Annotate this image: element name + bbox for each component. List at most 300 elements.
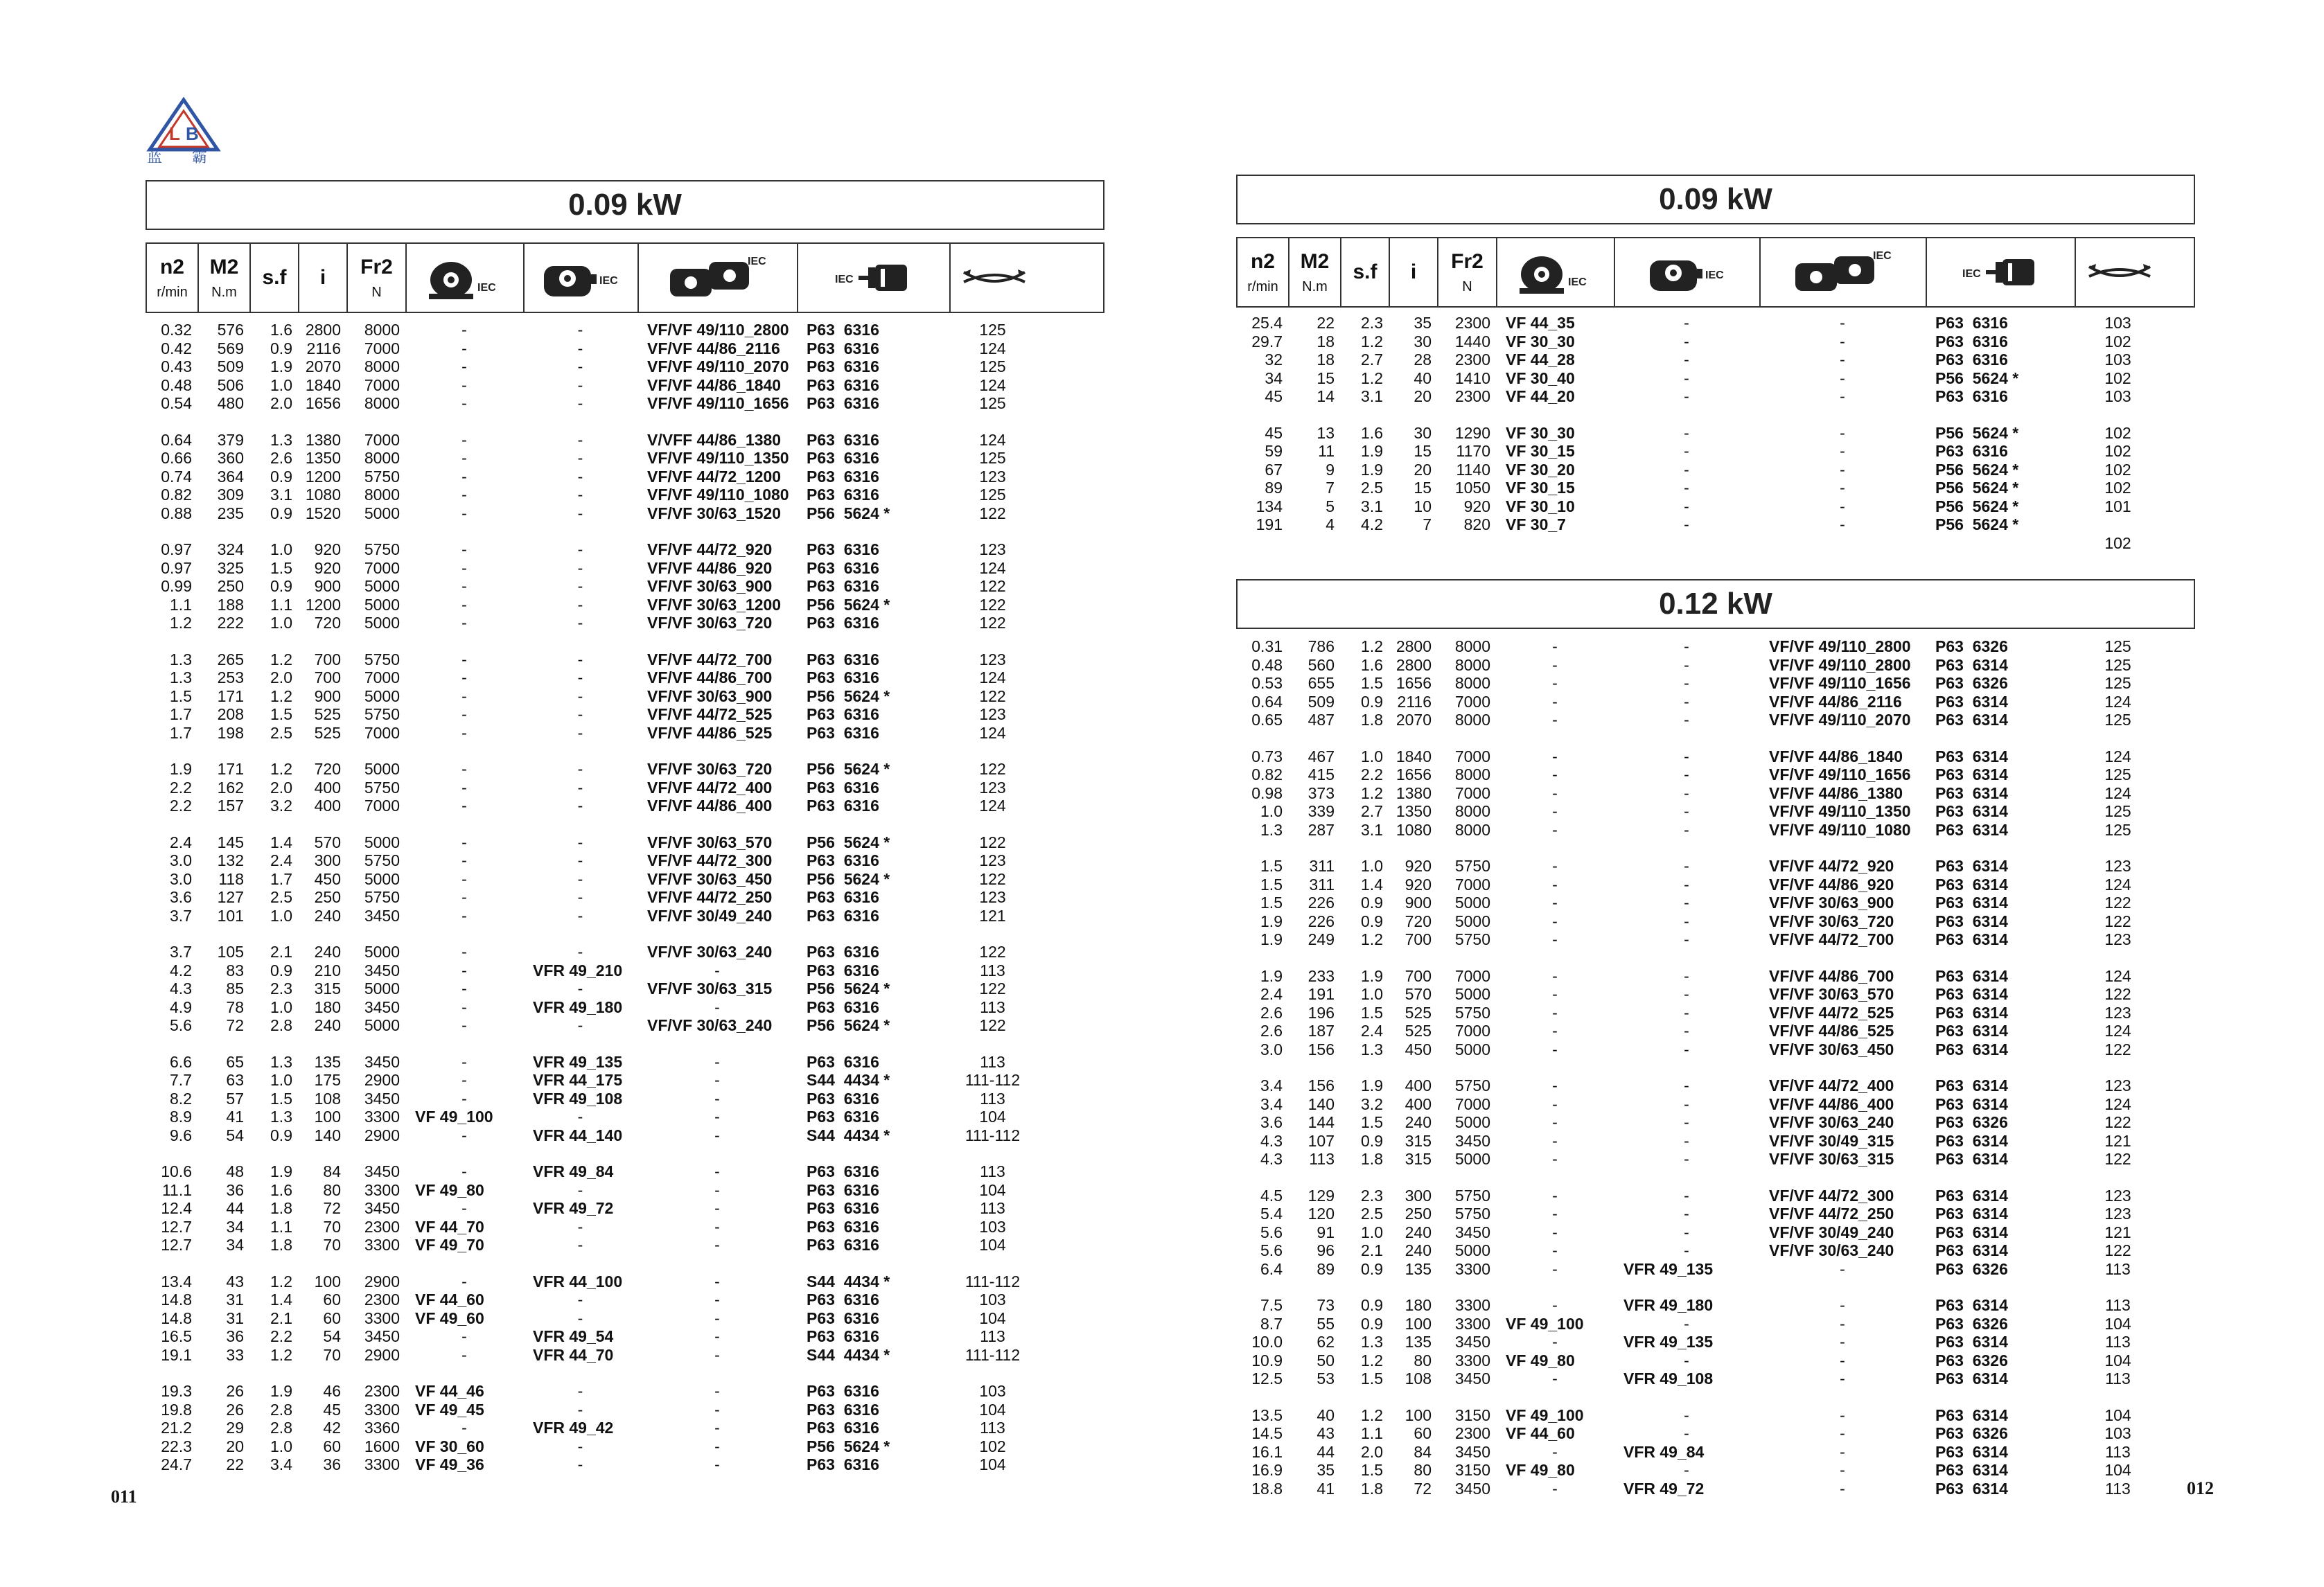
table-cell-col-model-c: VF/VF 44/86_1840 [1769,747,1903,765]
table-cell-col-m2: 132 [217,851,244,869]
table-cell-col-m2: 36 [226,1180,244,1199]
table-cell-col-model-a: VF 44_20 [1506,387,1575,405]
table-cell-col-sf: 1.0 [270,540,292,558]
table-cell-col-model-b: - [1684,1113,1689,1131]
table-cell-col-model-c: - [714,961,720,979]
table-cell-col-i: 70 [323,1236,341,1254]
svg-text:IEC: IEC [1873,250,1892,262]
table-cell-col-i: 400 [314,778,341,797]
table-cell-col-i: 570 [1405,985,1432,1003]
table-cell-col-fr2: 3450 [364,1052,400,1071]
table-cell-col-i: 20 [1414,387,1432,405]
table-cell-col-fr2: 5750 [364,888,400,906]
table-cell-col-model-a: - [1552,894,1558,912]
table-cell-col-sf: 1.0 [1361,1223,1383,1241]
table-cell-col-model-c: - [1840,1259,1845,1278]
table-cell-col-motor: P63 6316 [807,540,879,558]
table-cell-col-sf: 2.6 [270,449,292,467]
table-cell-col-m2: 569 [217,339,244,357]
table-cell-col-m2: 309 [217,486,244,504]
table-cell-col-motor: P63 6316 [807,705,879,723]
table-cell-col-sf: 1.2 [270,650,292,668]
table-cell-col-sf: 1.3 [270,1108,292,1126]
table-cell-col-fr2: 3450 [364,1162,400,1180]
table-cell-col-i: 1520 [305,504,341,522]
table-cell-col-model-b: - [1684,442,1689,460]
table-cell-col-page: 122 [979,943,1006,961]
table-cell-col-sf: 1.7 [270,869,292,888]
table-cell-col-n2: 2.4 [1260,985,1283,1003]
table-cell-col-sf: 2.0 [270,668,292,686]
table-cell-col-n2: 2.4 [170,833,192,851]
table-cell-col-motor: P63 6314 [1935,1094,2008,1113]
table-cell-col-model-b: - [577,1437,583,1455]
group-gap [146,1254,1036,1273]
table-cell-col-model-c: VF/VF 30/63_450 [1769,1040,1894,1058]
header-col-n2 [1238,238,1289,306]
table-cell-col-i: 175 [314,1071,341,1089]
table-cell-col-n2: 59 [1265,442,1283,460]
table-cell-col-model-a: - [461,1327,467,1345]
table-cell-col-fr2: 2900 [364,1126,400,1144]
table-cell-col-model-a: - [461,504,467,522]
table-cell-col-i: 920 [1405,857,1432,875]
table-cell-col-model-a: - [1552,820,1558,839]
table-cell-col-page: 121 [2104,1131,2131,1150]
table-cell-col-n2: 14.5 [1251,1424,1283,1442]
table-cell-col-i: 525 [1405,1003,1432,1022]
table-cell-col-fr2: 8000 [364,321,400,339]
table-cell-col-page: 113 [2105,1369,2131,1387]
table-cell-col-n2: 9.6 [170,1126,192,1144]
table-cell-col-m2: 145 [217,833,244,851]
table-cell-col-page: 111-112 [965,1272,1021,1291]
table-cell-col-fr2: 5000 [1454,912,1490,930]
group-gap [146,925,1036,943]
table-cell-col-n2: 14.8 [161,1291,192,1309]
table-cell-col-n2: 0.64 [161,430,192,449]
table-cell-col-fr2: 1410 [1454,369,1490,387]
table-cell-col-model-c: VF/VF 30/63_900 [647,577,773,595]
table-cell-col-sf: 2.8 [270,1419,292,1437]
table-cell-col-model-b: VFR 49_180 [1623,1296,1714,1314]
table-cell-col-m2: 91 [1317,1223,1335,1241]
table-cell-col-page: 122 [979,869,1006,888]
table-cell-col-page: 124 [2104,783,2131,802]
table-cell-col-n2: 13.5 [1251,1406,1283,1424]
table-cell-col-model-b: - [577,705,583,723]
table-cell-col-page: 123 [2104,1076,2131,1094]
table-cell-col-motor: P63 6314 [1935,1040,2008,1058]
table-cell-col-sf: 1.8 [1361,711,1383,729]
header-col-motor [798,244,951,312]
table-cell-col-fr2: 7000 [1454,966,1490,985]
table-cell-col-page: 124 [2104,747,2131,765]
table-cell-col-model-b: VFR 49_135 [1623,1259,1714,1278]
power-title-1: 0.09 kW [1236,175,2195,224]
header-label: s.f [1353,260,1377,283]
table-cell-col-i: 2800 [1396,637,1432,655]
table-cell-col-m2: 487 [1308,711,1335,729]
table-cell-col-sf: 0.9 [1361,692,1383,711]
table-cell-col-page: 122 [2104,912,2131,930]
table-cell-col-page: 122 [2104,1040,2131,1058]
table-cell-col-model-a: - [1552,637,1558,655]
table-cell-col-model-b: VFR 49_54 [533,1327,614,1345]
page-number: 012 [2187,1478,2214,1498]
table-cell-col-i: 920 [314,558,341,577]
group-gap [1236,729,2161,747]
table-cell-col-n2: 0.97 [161,558,192,577]
table-cell-col-sf: 1.8 [1361,1150,1383,1168]
table-cell-col-motor: P63 6316 [807,449,879,467]
table-cell-col-sf: 0.9 [1361,1314,1383,1333]
table-cell-col-n2: 2.6 [1260,1022,1283,1040]
double-gear-unit-iec-icon [1791,248,1895,296]
svg-text:IEC: IEC [599,275,618,287]
table-cell-col-n2: 11.1 [161,1180,192,1199]
table-cell-col-i: 42 [323,1419,341,1437]
table-cell-col-model-c: - [714,1437,720,1455]
table-cell-col-model-b: - [1684,1150,1689,1168]
table-cell-col-m2: 655 [1308,674,1335,692]
table-cell-col-model-b: VFR 49_42 [533,1419,614,1437]
table-cell-col-motor: P63 6314 [1935,1296,2008,1314]
table-cell-col-n2: 19.3 [161,1382,192,1400]
table-cell-col-page: 104 [2104,1314,2131,1333]
table-cell-col-sf: 1.2 [1361,930,1383,948]
table-cell-col-model-a: VF 49_80 [1506,1351,1575,1369]
table-cell-col-i: 240 [1405,1241,1432,1259]
table-cell-col-fr2: 5750 [364,778,400,797]
table-cell-col-fr2: 3450 [364,906,400,925]
table-cell-col-page: 104 [979,1180,1006,1199]
table-cell-col-page: 124 [979,339,1006,357]
table-cell-col-i: 80 [1414,1351,1432,1369]
iec-motor-flange-icon [832,254,915,302]
table-cell-col-motor: P63 6316 [807,577,879,595]
table-cell-col-fr2: 2300 [364,1291,400,1309]
table-cell-col-m2: 5 [1326,497,1335,515]
table-cell-col-m2: 226 [1308,894,1335,912]
table-cell-col-model-b [1614,534,1759,553]
table-cell-col-m2: 4 [1326,515,1335,533]
table-cell-col-model-a: VF 30_10 [1506,497,1575,515]
table-cell-col-model-b: - [577,558,583,577]
table-cell-col-model-c: - [1840,497,1845,515]
table-cell-col-n2: 7.5 [1260,1296,1283,1314]
table-cell-col-i: 10 [1414,497,1432,515]
table-cell-col-model-b: VFR 44_100 [533,1272,623,1291]
table-cell-col-model-a [1496,534,1614,553]
table-cell-col-n2: 12.7 [161,1217,192,1236]
table-cell-col-sf: 1.9 [270,1162,292,1180]
table-cell-col-m2: 156 [1308,1076,1335,1094]
table-cell-col-n2: 1.9 [1260,912,1283,930]
table-cell-col-model-b: VFR 44_140 [533,1126,623,1144]
table-cell-col-i: 240 [314,1016,341,1034]
table-cell-col-page: 123 [2104,1205,2131,1223]
table-cell-col-model-a: - [461,760,467,778]
table-cell-col-n2: 7.7 [170,1071,192,1089]
header-label: M2 [209,255,239,278]
table-cell-col-n2: 8.9 [170,1108,192,1126]
table-cell-col-model-b: VFR 44_175 [533,1071,623,1089]
table-cell-col-i: 700 [1405,966,1432,985]
table-cell-col-page: 123 [2104,1003,2131,1022]
table-cell-col-motor: P63 6316 [807,888,879,906]
table-cell-col-model-b: - [577,339,583,357]
table-cell-col-i: 70 [323,1345,341,1364]
header-col-model-b [525,244,639,312]
table-cell-col-sf: 0.9 [1361,1259,1383,1278]
table-cell-col-sf: 2.1 [270,1309,292,1327]
table-cell-col-motor: P63 6314 [1935,1131,2008,1150]
table-cell-col-motor: P63 6314 [1935,930,2008,948]
table-cell-col-n2: 21.2 [161,1419,192,1437]
table-cell-col-model-c: - [1840,1424,1845,1442]
table-cell-col-n2: 0.43 [161,357,192,375]
header-col-sf [1341,238,1390,306]
table-cell-col-fr2: 3300 [1454,1259,1490,1278]
table-cell-col-model-b: - [577,1016,583,1034]
table-cell-col-page: 103 [2104,314,2131,332]
table-cell-col-n2: 191 [1256,515,1283,533]
table-cell-col-model-b: - [577,577,583,595]
table-cell-col-page: 111-112 [965,1345,1021,1364]
table-cell-col-n2: 19.1 [161,1345,192,1364]
table-cell-col-model-b: - [577,833,583,851]
table-cell-col-fr2: 2300 [1454,314,1490,332]
table-cell-col-page: 103 [2104,387,2131,405]
table-cell-col-sf: 1.3 [1361,1040,1383,1058]
table-cell-col-sf: 1.2 [270,760,292,778]
table-cell-col-model-a: - [461,906,467,925]
table-cell-col-model-c: VF/VF 44/72_300 [1769,1186,1894,1205]
table-cell-col-motor: P63 6314 [1935,1461,2008,1479]
table-cell-col-n2: 34 [1265,369,1283,387]
table-cell-col-sf: 0.9 [1361,1131,1383,1150]
page-number: 011 [111,1487,137,1507]
table-cell-col-motor: P63 6316 [807,1419,879,1437]
table-cell-col-page: 102 [2104,442,2131,460]
table-cell-col-model-b: - [577,1400,583,1419]
table-cell-col-n2: 0.31 [1251,637,1283,655]
gear-unit-side-iec-icon [1646,248,1729,296]
table-cell-col-model-a: - [461,705,467,723]
table-cell-col-model-b: - [1684,1076,1689,1094]
table-cell-col-model-a: VF 44_60 [415,1291,484,1309]
table-cell-col-n2: 0.48 [1251,655,1283,674]
table-cell-col-model-c: - [714,1052,720,1071]
table-cell-col-i: 100 [314,1272,341,1291]
table-cell-col-i: 900 [314,686,341,705]
table-cell-col-model-c: VF/VF 44/72_920 [647,540,773,558]
table-cell-col-fr2: 7000 [364,723,400,742]
table-cell-col-n2: 1.3 [170,650,192,668]
table-cell-col-model-c: - [1840,423,1845,442]
table-cell-col-sf: 3.1 [1361,497,1383,515]
group-gap [1236,1278,2161,1296]
table-cell-col-model-c: VF/VF 49/110_1080 [647,486,789,504]
group-gap [146,1144,1036,1162]
table-cell-col-m2: 9 [1326,460,1335,479]
table-cell-col-motor: P63 6326 [1935,674,2008,692]
table-cell-col-model-c: VF/VF 44/86_525 [647,723,773,742]
table-cell-col-page: 123 [2104,857,2131,875]
table-cell-col-fr2: 5000 [364,833,400,851]
table-cell-col-sf: 2.3 [270,979,292,998]
table-cell-col-motor: P63 6314 [1935,1022,2008,1040]
table-cell-col-sf: 1.3 [1361,1333,1383,1351]
table-cell-col-i: 1350 [305,449,341,467]
table-cell-col-i [1389,534,1437,553]
table-cell-col-model-b: - [1684,1241,1689,1259]
table-cell-col-model-b: - [1684,655,1689,674]
right-page [1174,0,2324,1587]
header-col-m2 [199,244,251,312]
table-cell-col-model-b: - [1684,857,1689,875]
table-cell-col-model-b: - [577,1180,583,1199]
table-cell-col-motor: P63 6316 [807,394,879,412]
table-cell-col-fr2: 7000 [364,339,400,357]
table-cell-col-model-a: - [1552,1150,1558,1168]
table-cell-col-model-a: - [1552,1241,1558,1259]
table-cell-col-sf: 1.4 [270,1291,292,1309]
table-cell-col-model-a: - [1552,1040,1558,1058]
table-cell-col-n2: 29.7 [1251,332,1283,351]
table-cell-col-page: 122 [979,614,1006,632]
group-gap [1236,406,2161,424]
table-cell-col-page: 123 [979,540,1006,558]
table-cell-col-fr2: 3300 [1454,1351,1490,1369]
table-cell-col-model-a: VF 44_28 [1506,351,1575,369]
table-cell-col-m2: 22 [226,1455,244,1473]
table-cell-col-i: 720 [314,760,341,778]
table-cell-col-sf: 1.9 [270,1382,292,1400]
table-cell-col-fr2 [1437,534,1496,553]
table-cell-col-page: 102 [979,1437,1006,1455]
table-cell-col-fr2: 7000 [1454,747,1490,765]
table-cell-col-model-a: - [461,394,467,412]
table-cell-col-model-c: VF/VF 49/110_2800 [1769,637,1911,655]
table-cell-col-page: 123 [979,888,1006,906]
table-cell-col-model-b: VFR 49_84 [1623,1442,1705,1461]
table-cell-col-i: 30 [1414,423,1432,442]
table-cell-col-n2: 1.5 [1260,875,1283,894]
table-cell-col-m2: 50 [1317,1351,1335,1369]
table-cell-col-fr2: 3450 [364,1089,400,1108]
table-cell-col-model-a: - [461,1162,467,1180]
table-cell-col-model-c: VF/VF 44/86_2116 [1769,692,1902,711]
table-cell-col-sf: 2.1 [270,943,292,961]
table-cell-col-i: 108 [1405,1369,1432,1387]
header-unit: N.m [211,284,237,300]
table-cell-col-model-a: - [1552,692,1558,711]
table-cell-col-m2: 14 [1317,387,1335,405]
table-cell-col-model-a: - [461,577,467,595]
table-cell-col-sf: 0.9 [1361,1296,1383,1314]
table-cell-col-m2: 364 [217,467,244,486]
table-cell-col-model-c: - [1840,1461,1845,1479]
header-label: n2 [1250,249,1275,273]
table-cell-col-model-b: - [1684,966,1689,985]
table-cell-col-i: 1840 [305,375,341,394]
table-cell-col-model-b: VFR 49_84 [533,1162,614,1180]
table-cell-col-i: 1200 [305,467,341,486]
table-cell-col-model-c: - [1840,387,1845,405]
table-cell-col-n2: 5.6 [1260,1223,1283,1241]
table-cell-col-model-a: - [461,650,467,668]
table-cell-col-model-c: - [714,1455,720,1473]
table-cell-col-page: 113 [980,1199,1005,1217]
table-cell-col-motor: P63 6326 [1935,637,2008,655]
table-cell-col-model-c: - [714,1272,720,1291]
table-cell-col-model-b: - [1684,1186,1689,1205]
table-cell-col-m2: 360 [217,449,244,467]
table-cell-col-n2: 1.2 [170,614,192,632]
table-cell-col-sf: 1.9 [1361,966,1383,985]
group-gap [146,1364,1036,1382]
table-cell-col-model-c: VF/VF 44/86_1380 [1769,783,1903,802]
table-cell-col-sf: 1.5 [270,1089,292,1108]
table-cell-col-model-b: - [577,504,583,522]
table-cell-col-model-c: VF/VF 30/63_570 [1769,985,1894,1003]
svg-text:IEC: IEC [477,282,496,294]
table-cell-col-sf: 0.9 [1361,894,1383,912]
table-cell-col-model-a: - [461,998,467,1016]
table-cell-col-m2: 22 [1317,314,1335,332]
table-cell-col-motor: P63 6316 [807,650,879,668]
table-cell-col-page: 123 [979,705,1006,723]
table-cell-col-model-c: VF/VF 30/63_720 [647,614,773,632]
table-cell-col-sf: 1.4 [270,833,292,851]
table-cell-col-i: 100 [1405,1314,1432,1333]
header-unit: N [1462,278,1472,294]
table-cell-col-motor: P63 6314 [1935,985,2008,1003]
table-cell-col-sf: 1.9 [1361,1076,1383,1094]
table-cell-col-n2: 5.4 [1260,1205,1283,1223]
table-cell-col-m2: 188 [217,595,244,614]
table-cell-col-page: 104 [979,1108,1006,1126]
table-cell-col-model-a: - [1552,655,1558,674]
table-cell-col-n2: 6.6 [170,1052,192,1071]
left-page [0,0,1150,1587]
table-cell-col-m2: 107 [1308,1131,1335,1150]
table-cell-col-sf: 1.0 [1361,857,1383,875]
table-cell-col-page: 113 [980,1052,1005,1071]
table-cell-col-model-c: VF/VF 49/110_1080 [1769,820,1911,839]
table-cell-col-motor: P63 6316 [807,339,879,357]
table-cell-col-model-c: - [1840,460,1845,479]
table-cell-col-m2: 325 [217,558,244,577]
table-cell-col-i: 300 [1405,1186,1432,1205]
table-cell-col-motor: P63 6314 [1935,912,2008,930]
table-cell-col-page: 122 [979,686,1006,705]
table-cell-col-m2: 96 [1317,1241,1335,1259]
table-cell-col-n2: 0.42 [161,339,192,357]
table-cell-col-fr2: 7000 [1454,692,1490,711]
header-label: i [319,266,326,289]
table-cell-col-model-a: - [461,943,467,961]
table-cell-col-n2: 3.0 [170,869,192,888]
group-gap [1236,839,2161,857]
table-cell-col-motor: P63 6326 [1935,1424,2008,1442]
table-cell-col-fr2: 2300 [364,1382,400,1400]
table-cell-col-n2: 1.3 [170,668,192,686]
table-cell-col-sf: 1.2 [1361,1406,1383,1424]
table-cell-col-i: 70 [323,1217,341,1236]
